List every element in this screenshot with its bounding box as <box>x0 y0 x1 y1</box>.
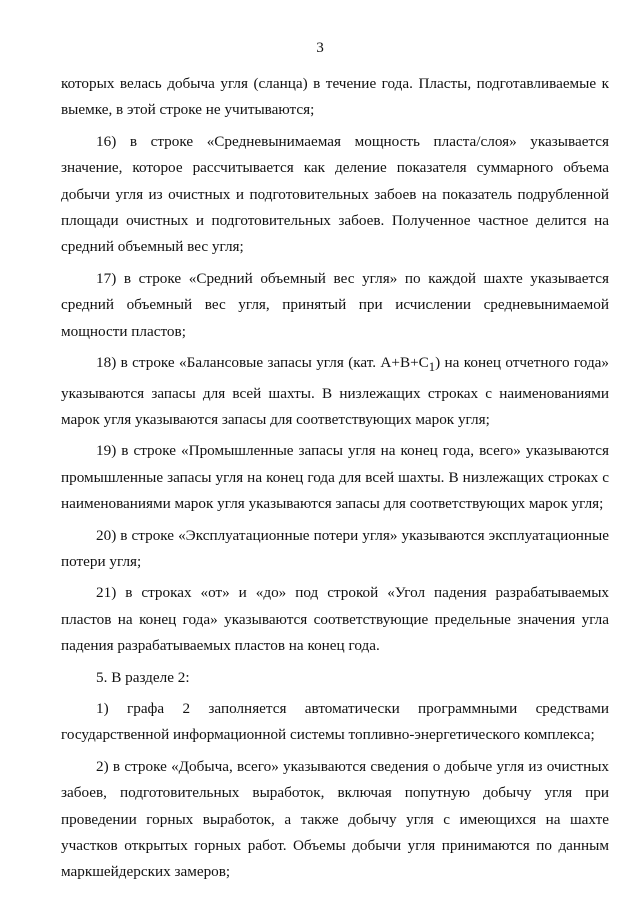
paragraph-item-18-end: ) на конец отчетного года» указываются запасы для всей шахты. В низлежащих строках с наименованиями марок угля указываются запасы для соответствующих марок угля; <box>61 354 610 428</box>
paragraph-continuation: которых велась добыча угля (сланца) в течение года. Пласты, подготавливаемые к выемке, в этой строке не учитываются; <box>61 75 609 119</box>
paragraph-section2-item-2: 2) в строке «Добыча, всего» указываются сведения о добыче угля из очистных забоев, подготовительных выработок, включая попутную добычу угля при проведении горных выработок, а также добычу угля с имеющихся на шахте участков открытых горных работ. Объемы добычи угля принимаются по данным маркшейдерских замеров; <box>61 757 609 881</box>
document-body <box>61 71 609 886</box>
paragraph-item-20: 20) в строке «Эксплуатационные потери угля» указываются эксплуатационные потери угля; <box>61 526 609 570</box>
paragraph-item-21: 21) в строках «от» и «до» под строкой «Угол падения разрабатываемых пластов на конец года» указываются соответствующие предельные значения угла падения разрабатываемых пластов на конец года. <box>61 584 609 655</box>
paragraph-item-16: 16) в строке «Средневынимаемая мощность пласта/слоя» указывается значение, которое рассчитывается как деление показателя суммарного объема добычи угля из очистных и подготовительных забоев на показатель подрубленной площади очистных и подготовительных забоев. Полученное частное делится на средний объемный вес угля; <box>61 132 609 256</box>
page-number: 3 <box>316 39 324 56</box>
paragraph-item-18 <box>61 350 609 433</box>
category-subscript: 1 <box>428 360 436 375</box>
paragraph-item-17: 17) в строке «Средний объемный вес угля» по каждой шахте указывается средний объемный вес угля, принятый при исчислении средневынимаемой мощности пластов; <box>61 269 609 340</box>
paragraph-section2-item-1: 1) графа 2 заполняется автоматически программными средствами государственной информационной системы топливно-энергетического комплекса; <box>61 699 609 744</box>
paragraph-item-19: 19) в строке «Промышленные запасы угля на конец года, всего» указываются промышленные запасы угля на конец года для всей шахты. В низлежащих строках с наименованиями марок угля указываются запасы для соответствующих марок угля; <box>61 442 609 513</box>
paragraph-item-18-start: 18) в строке «Балансовые запасы угля (кат. А+В+С <box>96 354 429 372</box>
section-heading: 5. В разделе 2: <box>96 668 190 686</box>
